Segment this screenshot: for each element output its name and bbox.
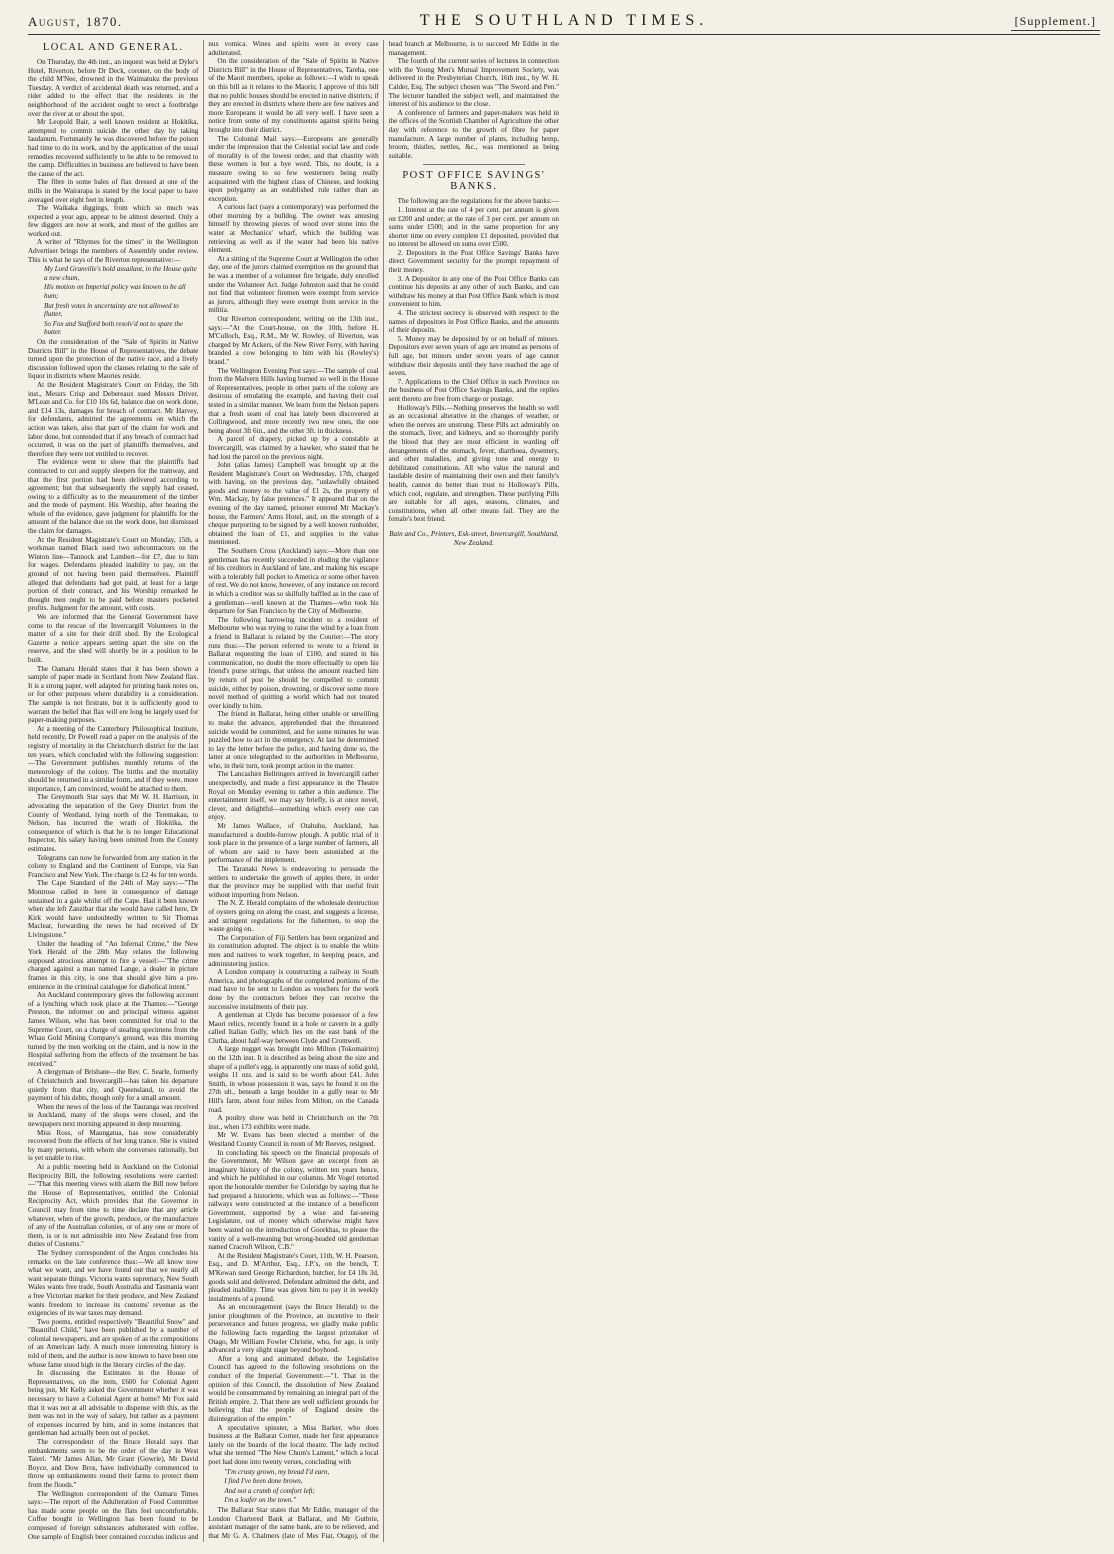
article-paragraph: In concluding his speech on the financial proposals of the Government, Mr Wilson gave an excerpt from an imaginary history of the colony, written ten years hence, and which he published in our columns. Mr Vogel retorted upon the honorable member for Coleridge by saying that he had prepared a historiette, which was as follows:—"These railways were constructed at the instance of a beneficent Government, supported by a wise and far-seeing Legislature, out of money which otherwise might have been wasted on the introduction of Goorkhas, to please the vanity of a well-meaning but wrong-headed old gentleman named Cracroft Wilson, C.B." <box>208 1148 379 1252</box>
article-paragraph: We are informed that the General Government have come to the rescue of the Invercargill Volunteers in the matter of a site for their drill shed. By the Ecological Gazette a notice appears setting apart the site on the reserve, and the shed will shortly be in a position to be built. <box>28 613 199 664</box>
article-paragraph: At the Resident Magistrate's Court on Monday, 15th, a workman named Black sued two subcontractors on the Winton line—Tannock and Lambert—for £7, due to him for wages. Defendants pleaded inability to pay, on the ground of not having been paid themselves. Plaintiff alleged that defendants had got paid, at least for a large portion of their contract, and his Worship remarked he thought men ought to be paid before masters pocketed profits. Judgment for the amount, with costs. <box>28 535 199 613</box>
article-paragraph: The Corporation of Fiji Settlers has been organized and its constitution adopted. The object is to enable the white men and natives to work together, in keeping peace, and administering justice. <box>208 933 379 968</box>
article-paragraph: A conference of farmers and paper-makers was held in the offices of the Scottish Chamber of Agriculture the other day with reference to the growth of fibre for paper manufacture. A large number of plants, including hemp, broom, thistles, nettles, &c., was mentioned as being suitable. <box>388 108 559 160</box>
section-heading-local-general: LOCAL AND GENERAL. <box>42 42 184 53</box>
article-paragraph: The Southern Cross (Auckland) says:—More than one gentleman has recently succeeded in eluding the vigilance of his creditors in Auckland of late, and making his escape with a tolerably full pocket to America or some other haven of rest. We do not know, however, of any instance on record in which a creditor was so skilfully baffled as in the case of a gentleman—well known at the Thames—who took his departure for San Francisco by the City of Melbourne. <box>208 547 379 616</box>
article-paragraph: A large nugget was brought into Milton (Tokomairiro) on the 12th inst. It is described as being about the size and shape of a pullet's egg, is apparently one mass of solid gold, weighs 11 ozs. and is said to be worth about £41. John Smith, in whose possession it was, says he found it on the 27th ult., beneath a large boulder in a gully near to Mr Hill's farm, about four miles from Milton, on the Canada road. <box>208 1045 379 1114</box>
article-paragraph: The N. Z. Herald complains of the wholesale destruction of oysters going on along the coast, and suggests a license, and stringent regulations for the fishermen, to stop the waste going on. <box>208 899 379 934</box>
article-paragraph: The Sydney correspondent of the Argus concludes his remarks on the late conference thus:—We all know now what we want, and we have found out that we nearly all want separate things. Victoria wants supremacy, New South Wales wants free trade, South Australia and Tasmania want a free Victorian market for their produce, and New Zealand wants freedom to increase its customs' revenue as the exigencies of its war taxes may demand. <box>28 1248 199 1318</box>
article-paragraph: A London company is constructing a railway in South America, and photographs of the completed portions of the road have to be sent to London as vouchers for the work done by the contractors before they can receive the successive instalments of their pay. <box>208 968 379 1011</box>
verse-line: "I'm crusty grown, my bread I'd earn, <box>224 1467 330 1476</box>
article-paragraph: A poultry show was held in Christchurch on the 7th inst., when 173 exhibits were made. <box>208 1114 379 1131</box>
article-paragraph: A writer of "Rhymes for the times" in the Wellington Advertiser brings the members of Assembly under review. This is what he says of the Riverton representative:— <box>28 238 199 264</box>
article-paragraph: A curious fact (says a contemporary) was performed the other morning by a bulldog. The owner was amusing himself by throwing pieces of wood over stone into the water at Mechanics' wharf, which the bulldog was retrieving as well as if the water had been his native element. <box>208 203 379 255</box>
article-paragraph: Mr James Wallace, of Otahuhu, Auckland, has manufactured a double-furrow plough. A public trial of it took place in the presence of a large number of farmers, all of whom are said to have been astonished at the performance of the implement. <box>208 822 379 865</box>
article-paragraph: A clergyman of Brisbane—the Rev. C. Searle, formerly of Christchurch and Invercargill—has taken his departure quietly from that city, and Queensland, to avoid the payment of his debts, though only for a small amount. <box>28 1068 199 1103</box>
article-paragraph: A parcel of drapery, picked up by a constable at Invercargill, was claimed by a hawker, who stated that he had lost the parcel on the previous night. <box>208 435 379 461</box>
verse-line: So Fox and Stafford both resolv'd not to spare the butter. <box>44 319 183 337</box>
section-divider <box>423 164 525 165</box>
regulations-intro: The following are the regulations for the above banks:— <box>397 197 559 206</box>
article-paragraph: At a sitting of the Supreme Court at Wellington the other day, one of the jurors claimed exemption on the ground that he was a member of a volunteer fire brigade, duly enrolled under the Volunteer Act. Judge Johnston said that he could not find that volunteer firemen were exempt from service as jurors, although they were exempt from service in the militia. <box>208 254 379 315</box>
article-paragraph: The correspondent of the Bruce Herald says that embankments seem to be the order of the day in West Taieri. "Mr James Allan, Mr Grant (Gowrie), Mr David Boyce, and Dow Bros, have individually commenced to throw up embankments round their farms to protect them from the floods." <box>28 1438 199 1489</box>
article-columns <box>28 40 1100 1542</box>
article-paragraph: A gentleman at Clyde has become possessor of a few Maori relics, recently found in a hole or cavern in a gully called Italian Gully, which lies on the east bank of the Clutha, about half-way between Clyde and Cromwell. <box>208 1011 379 1045</box>
regulation-item: 1. Interest at the rate of 4 per cent. per annum is given on £200 and under; at the rate of 3 per cent. per annum on sums under £500; and in the same proportion for any shorter time on every complete £1 deposited, provided that no interest be allowed on sums over £500. <box>388 205 559 249</box>
article-paragraph: The Ballarat Star states that Mr Eddie, manager of the London Chartered Bank at Ballarat, and Mr Gutbrie, assistant manager of the same bank, are to be relieved, and that Mr G. A. Chalmers (late of Mes Fiat, Otago), of the head branch at Melbourne, is to succeed Mr Eddie in the management. <box>208 40 559 1540</box>
article-paragraph: Mr Leopold Bair, a well known resident at Hokitika, attempted to commit suicide the other day by taking laudanum. Fortunately he was discovered before the poison had time to do its work, and by the application of the usual remedies recovered sufficiently to be able to be removed to the camp. Difficulties in business are believed to have been the cause of the act. <box>28 118 199 178</box>
article-paragraph: The Taranaki News is endeavoring to persuade the settlers to undertake the growth of apples there, in order that the province may be supplied with that useful fruit without importing from Nelson. <box>208 865 379 899</box>
advertisement-holloways-pills: Holloway's Pills.—Nothing preserves the health so well as an occasional alterative in the changes of weather, or when the nerves are unstrung. These Pills act admirably on the stomach, liver, and kidneys, and so thoroughly purify the blood that they are most efficient in warding off derangements of the stomach, fever, diarrhoea, dysentery, and other maladies, and giving tone and energy to debilitated constitutions. All who value the natural and laudable desire of maintaining their own and their family's health, cannot do better than trust to Holloway's Pills, which cool, regulate, and strengthen. These purifying Pills are suitable for all ages, seasons, climates, and constitutions, when all other means fail. They are the female's best friend. <box>388 403 559 524</box>
article-paragraph: The Waikaka diggings, from which so much was expected a year ago, appear to be almost deserted. Only a few diggers are now at work, and most of the gullies are worked out. <box>28 204 199 238</box>
article-paragraph: At a public meeting held in Auckland on the Colonial Reciprocity Bill, the following resolutions were carried:—"That this meeting views with alarm the Bill now before the House of Representatives, entitled the Colonial Reciprocity Act, which provides that the Governor in Council may from time to time declare that any article whatever, when of the growth, produce, or the manufacture of any of the Australian colonies, or of any one or more of them, is or is not admissible into New Zealand free from duties of Customs." <box>28 1163 199 1249</box>
article-paragraph: Telegrams can now be forwarded from any station in the colony to England and the Continent of Europe, via San Francisco and New York. The charge is £2 4s for ten words. <box>28 853 199 879</box>
article-paragraph: At the Resident Magistrate's Court on Friday, the 5th inst., Messrs Crisp and Debereaux sued Messrs Driver, M'Lean and Co. for £10 10s 6d, balance due on work done, and £14 13s, damages for breach of contract. Mr Harvey, for defendants, admitted the agreements on which the action was taken, also that part of the claim for work and labor done, but contended that if any breach of contract had occurred, it was on the part of plaintiffs themselves, and therefore they were not entitled to recover. <box>28 380 199 458</box>
regulation-item: 4. The strictest secrecy is observed with respect to the names of depositors in Post Office Banks, and the amounts of their deposits. <box>388 309 559 335</box>
article-paragraph: After a long and animated debate, the Legislative Council has agreed to the following resolutions on the conduct of the Imperial Government:—"1. That in the opinion of this Council, the dissolution of New Zealand would be consummated by remaining an integral part of the British empire. 2. That there are well sufficient grounds for believing that the people of England desire the disintegration of the empire." <box>208 1354 379 1423</box>
article-paragraph: Under the heading of "An Infernal Crime," the New York Herald of the 28th May relates the following supposed atrocious attempt to fire a vessel:—"The crime charged against a man named Lange, a dealer in picture frames in this city, is one that should give him a pre-eminence in the criminal catalogue for diabolical intent." <box>28 939 199 991</box>
verse-line: But fresh votes in uncertainty are not allowed to flutter, <box>44 301 179 319</box>
newspaper-title: THE SOUTHLAND TIMES. <box>419 12 709 29</box>
article-paragraph: On the consideration of the "Sale of Spirits in Native Districts Bill" in the House of Representatives, Tareha, one of the Maori members, spoke as follows:—I wish to speak on this bill as it relates to the Maoris; I approve of this bill that no public houses should be erected in native districts; if they are erected in districts where there are few natives and more Europeans it would be all very well. I have seen a notice from some of my constituents against spirits being brought into their district. <box>208 57 379 134</box>
article-paragraph: John (alias James) Campbell was brought up at the Resident Magistrate's Court on Wednesday, 17th, charged with having, on the previous day, "unlawfully obtained goods and money to the value of £1 2s, the property of Wm. Mackay, by false pretences." It appeared that on the evening of the day named, prisoner entered Mr Mackay's house, the Farmers' Arms Hotel, and, on the strength of a cheque purporting to be signed by a well known runholder, obtained the loan of £1, and supplies to the value mentioned. <box>208 461 379 547</box>
article-paragraph: A speculative spinster, a Miss Barker, who does business at the Ballarat Corner, made her first appearance lately on the boards of the local theatre. The lady recited what she termed "The New Chum's Lament," which a local poet had done into twenty verses, concluding with <box>208 1423 379 1466</box>
article-paragraph: The following harrowing incident to a resident of Melbourne who was trying to raise the wind by a loan from a friend in Ballarat is related by the Courier:—The story runs thus:—The person referred to wrote to a friend in Ballarat requesting the loan of £100, and stated in his communication, no doubt the more effectually to open his friend's purse strings, that unless the amount reached him by return of post he should be compelled to commit suicide, either by poison, drowning, or discover some more novel method of quitting a world which had not treated over kindly to him. <box>208 615 379 710</box>
article-paragraph: The Wellington correspondent of the Oamaru Times says:—The report of the Adulteration of Food Committee has made some people on the flats feel uncomfortable. Coffee bought in Wellington has been found to be composed of foreign substances adulterated with coffee. One sample of English beer contained cocculus indicus and nux vomica. Wines and spirits were in every case adulterated. <box>28 40 379 1541</box>
article-paragraph: On the consideration of the "Sale of Spirits in Native Districts Bill" in the House of Representatives, the debate turned upon the protection of the native race, and a lively discussion followed upon the clauses relating to the sale of liquor in districts where Maories reside. <box>28 338 199 381</box>
article-paragraph: The evidence went to show that the plaintiffs had contracted to cut and supply sleepers for the tramway, and that the first portion had been delivered according to agreement; but that subsequently the supply had ceased, owing to a difficulty as to the measurement of the timber and the mode of payment. His Worship, after hearing the whole of the evidence, gave judgment for plaintiffs for the amount of the balance due on the work done, but dismissed the claim for damages. <box>28 458 199 536</box>
printer-imprint: Bain and Co., Printers, Esk-street, Invercargill, Southland, New Zealand. <box>389 529 559 547</box>
article-paragraph: At a meeting of the Canterbury Philosophical Institute, held recently, Dr Powell read a paper on the analysis of the registry of mortality in the Christchurch district for the last ten years, which concluded with the following suggestion:—The Government publishes monthly returns of the meteorology of the colony. The births and the mortality should be returned in a similar form, and if they were, more importance, I am convinced, would be attached to them. <box>28 724 199 793</box>
article-paragraph: The fibre in some bales of flax dressed at one of the mills in the Wairarapa is stated by the local paper to have averaged over eight feet in length. <box>28 178 199 204</box>
article-paragraph: The Lancashire Bellringers arrived in Invercargill rather unexpectedly, and made a first appearance in the Theatre Royal on Monday evening to rather a thin audience. The entertainment itself, we may say briefly, is at once novel, clever, and delightful—something which every one can enjoy. <box>208 770 379 822</box>
article-paragraph: Miss Ross, of Maungatua, has now considerably recovered from the effects of her long trance. She is visited by many persons, with whom she converses rationally, but is yet unable to rise. <box>28 1128 199 1163</box>
issue-date: August, 1870. <box>28 14 123 29</box>
article-paragraph: On Thursday, the 4th inst., an inquest was held at Dyke's Hotel, Riverton, before Dr Deck, coroner, on the body of the child M'Nee, drowned in the Waimatuku the previous Tuesday. A verdict of accidental death was returned, and a rider added to the effect that the residents in the neighborhood of the accident ought to erect a footbridge over the river at or about the spot. <box>28 58 199 118</box>
article-paragraph: An Auckland contemporary gives the following account of a lynching which took place at the Thames:—"George Preston, the informer on and principal witness against James Wilson, who has been committed for trial to the Supreme Court, on a charge of stealing specimens from the Whau Gold Mining Company's ground, was this morning turned by the men working on the claim, and is now in the Hospital suffering from the effects of the treatment he has received." <box>28 991 199 1068</box>
article-paragraph: The Oamaru Herald states that it has been shown a sample of paper made in Scotland from New Zealand flax. It is a strong paper, well adapted for printing bank notes on, or for other purposes where durability is a consideration. The sample is not firstrate, but it is sufficiently good to warrant the belief that flax will ere long be largely used for paper-making purposes. <box>28 664 199 725</box>
article-paragraph: The Cape Standard of the 24th of May says:—"The Montrose called in here in consequence of damage sustained in a gale whilst off the Cape. Had it been known when she left Zanzibar that she would have called here, Dr Kirk would have undoubtedly written to Sir Thomas Maclear, forwarding the news he had received of Dr Livingstone." <box>28 879 199 939</box>
regulation-item: 2. Depositors in the Post Office Savings' Banks have direct Government security for the prompt repayment of their money. <box>388 248 559 275</box>
regulation-item: 3. A Depositor in any one of the Post Office Banks can continue his deposits at any other of such Banks, and can withdraw his money at that Post Office Bank which is most convenient to him. <box>388 274 559 309</box>
regulation-item: 5. Money may be deposited by or on behalf of minors. Depositors ever seven years of age are treated as persons of full age, but minors under seven years of age cannot withdraw their deposits until they have reached the age of seven. <box>388 334 559 378</box>
verse-line: And not a crumb of comfort left; <box>224 1486 315 1495</box>
article-paragraph: In discussing the Estimates in the House of Representatives, on the item, £600 for Colonial Agent being put, Mr Kelly asked the Government whether it was necessary to have a Colonial Agent at home? Mr Fox said that it was not at all advisable to dispense with this, as the item was not in the way of salary, but rather as a payment of expenses incurred by him, and in some instances that gentleman had actually been out of pocket. <box>28 1369 199 1438</box>
article-paragraph: The Greymouth Star says that Mr W. H. Harrison, in advocating the separation of the Grey District from the County of Westland, lying north of the Teremakau, to Nelson, has incurred the wrath of Hokitika, the consequence of which is that he is no longer Educational Inspector, his salary having been omitted from the County estimates. <box>28 793 199 854</box>
article-paragraph: At the Resident Magistrate's Court, 11th, W. H. Pearson, Esq., and D. M'Arthur, Esq., J.P.'s, on the bench, T. M'Kewan sued George Richardson, butcher, for £4 18s 3d, goods sold and delivered. Defendant admitted the debt, and pleaded inability. Time was given him to pay it in weekly instalments of a pound. <box>208 1251 379 1303</box>
regulation-item: 7. Applications to the Chief Office in each Province on the business of Post Office Savings Banks, and the replies sent thereto are free from charge or postage. <box>388 377 559 403</box>
verse-line: His motion on Imperial policy was known to be all hum; <box>44 283 186 301</box>
article-paragraph: The fourth of the current series of lectures in connection with the Young Men's Mutual Improvement Society, was delivered in the Presbyterian Church, 16th inst., by W. H. Calder, Esq. The subject chosen was "The Sword and Pen." The lecturer handled the subject well, and maintained the interest of his audience to the close. <box>388 57 559 109</box>
article-paragraph: Two poems, entitled respectively "Beautiful Snow" and "Beautiful Child," have been published by a number of colonial newspapers, and are spoken of as the compositions of an American lady. A much more interesting history is told of them, and the author is now known to have been one whose fame stood high in the literary circles of the day. <box>28 1317 199 1369</box>
verse-line: My Lord Granville's bold assailant, in the House quite a new chum, <box>44 265 197 282</box>
article-paragraph: The Colonial Mail says:—Europeans are generally under the impression that the Celestial social law and code of morality is of the lowest order, and that chastity with these women is but a bye word. This, no doubt, is a measure owing to so few westerners being really acquainted with the highest class of Chinese, and looking upon polygamy as an established rule rather than an exception. <box>208 134 379 203</box>
article-paragraph: The Wellington Evening Post says:—The sample of coal from the Malvern Hills having burned so well in the House of Representatives, people in other parts of the colony are desirous of emulating the example, and having their coal tested in a similar manner. We learn from the Nelson papers that a fresh seam of coal has lately been discovered at Collingwood, and more recently two new ones, the one being about 3ft 6in., and the other 3ft. in thickness. <box>208 366 379 435</box>
verse-line: I find I've been done brown, <box>224 1477 303 1486</box>
article-paragraph: When the news of the loss of the Tauranga was received in Auckland, many of the shops were closed, and the newspapers next morning appeared in deep mourning. <box>28 1102 199 1129</box>
article-paragraph: The friend in Ballarat, being either unable or unwilling to make the advance, apprehended that the threatened suicide would be committed, and for some minutes he was puzzled how to act in the emergency. At last he determined to lay the letter before the police, and having done so, the latter at once telegraphed to the authorities in Melbourne, who, in their turn, took prompt action in the matter. <box>208 710 379 770</box>
verse-line: I'm a loafer on the town." <box>224 1496 297 1505</box>
article-paragraph: As an encouragement (says the Bruce Herald) to the junior ploughmen of the Province, an incentive to their perseverance and future progress, we gladly make public the following facts regarding the largest prizetaker of Otago, Mr William Fowler Christie, who, for age, is only advanced a very slight stage beyond boyhood. <box>208 1303 379 1355</box>
section-heading-post-office: POST OFFICE SAVINGS' BANKS. <box>402 170 546 193</box>
article-paragraph: Our Riverton correspondent, writing on the 13th inst., says:—"At the Court-house, on the 10th, before H. M'Culloch, Esq., R.M., Mr W. Rowley, of Riverton, was charged by Mr Ackers, of the New River Ferry, with having branded a cow belonging to him with his (Rowley's) brand." <box>208 315 379 366</box>
article-paragraph: Mr W. Evans has been elected a member of the Westland County Council in room of Mr Reeves, resigned. <box>208 1131 379 1148</box>
masthead <box>28 8 1100 35</box>
supplement-label: [Supplement.] <box>1011 13 1100 31</box>
